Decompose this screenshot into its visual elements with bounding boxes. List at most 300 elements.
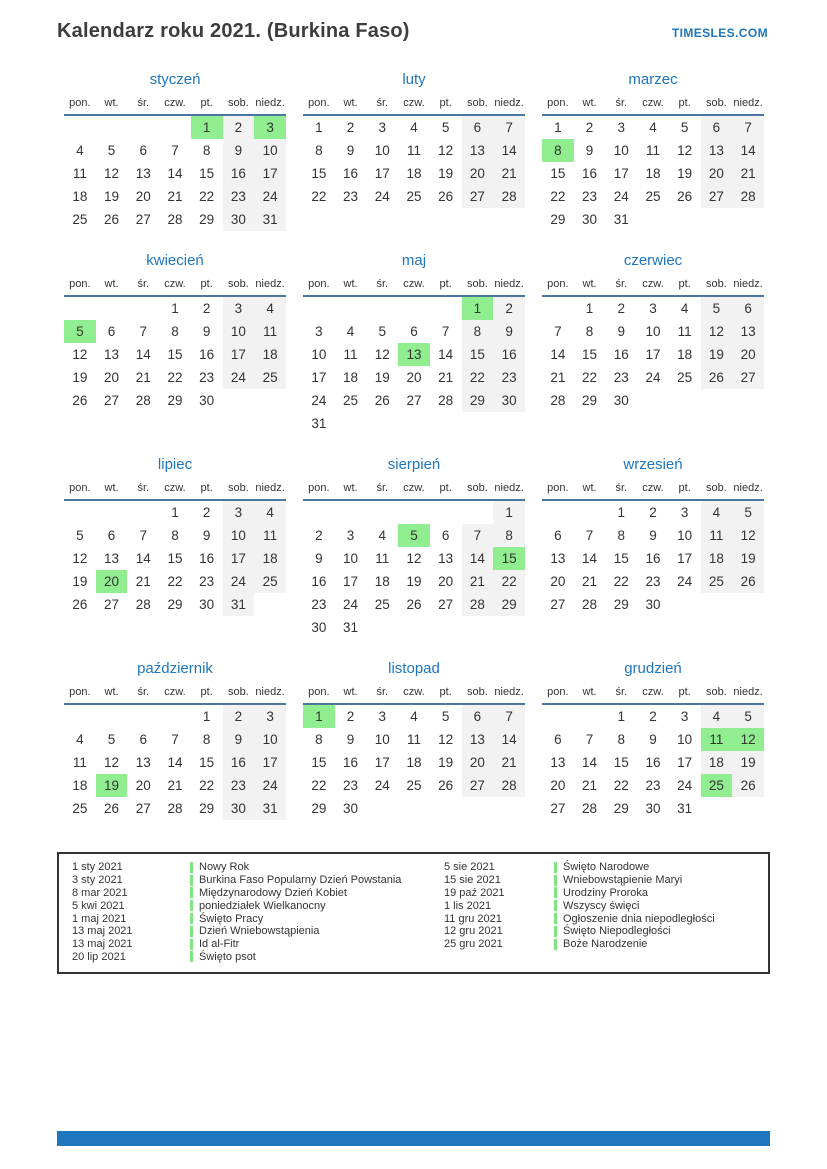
empty-cell [462, 616, 494, 639]
day-cell: 20 [438, 574, 454, 589]
day-cell: 28 [462, 593, 494, 616]
day-cell: 23 [493, 366, 525, 389]
empty-cell [335, 412, 367, 435]
day-cell: 6 [462, 704, 494, 728]
weekday-header: pt. [678, 97, 691, 109]
empty-cell [669, 208, 701, 231]
day-cell: 28 [167, 801, 183, 816]
day-cell: 17 [254, 162, 286, 185]
day-cell: 25 [701, 570, 733, 593]
day-cell: 24 [613, 189, 629, 204]
weekday-header: sob. [227, 278, 249, 290]
day-cell: 23 [223, 774, 255, 797]
day-cell: 26 [72, 393, 88, 408]
day-cell: 7 [441, 324, 450, 339]
holiday-item [72, 912, 434, 925]
weekday-header: niedz. [494, 278, 524, 290]
day-cell: 26 [677, 189, 693, 204]
weekday-header: pon. [308, 686, 330, 698]
day-cell: 13 [135, 166, 151, 181]
day-cell: 28 [582, 597, 598, 612]
day-cell: 30 [311, 620, 327, 635]
day-cell: 8 [493, 524, 525, 547]
weekday-header: czw. [403, 686, 425, 698]
day-cell: 22 [613, 778, 629, 793]
weekday-header: pon. [69, 97, 91, 109]
day-cell: 2 [493, 296, 525, 320]
day-cell: 4 [410, 120, 418, 135]
day-cell: 3 [346, 528, 355, 543]
day-cell: 29 [613, 801, 629, 816]
day-cell: 3 [680, 505, 689, 520]
weekday-header: wt. [582, 97, 597, 109]
day-cell: 10 [645, 324, 661, 339]
day-cell: 15 [199, 166, 215, 181]
day-cell: 24 [677, 574, 693, 589]
weekday-header: sob. [466, 482, 488, 494]
day-cell: 12 [72, 347, 88, 362]
weekday-header: sob. [705, 482, 727, 494]
day-cell: 29 [582, 393, 598, 408]
day-cell: 17 [343, 574, 359, 589]
holiday-date: 5 sie 2021 [444, 861, 495, 874]
day-cell: 11 [406, 143, 421, 158]
holiday-item [72, 861, 434, 874]
day-cell: 27 [406, 393, 422, 408]
day-cell: 22 [199, 778, 215, 793]
day-cell: 18 [254, 343, 286, 366]
empty-cell [96, 115, 128, 139]
day-cell: 13 [104, 347, 120, 362]
day-cell: 5 [732, 704, 764, 728]
empty-cell [303, 500, 335, 524]
day-cell: 11 [645, 143, 660, 158]
day-cell: 1 [493, 500, 525, 524]
day-cell: 3 [254, 704, 286, 728]
day-cell: 23 [343, 778, 359, 793]
day-cell: 27 [104, 393, 120, 408]
day-cell: 13 [732, 320, 764, 343]
day-cell: 2 [346, 120, 355, 135]
month-marzec [542, 71, 764, 231]
day-cell: 16 [645, 755, 661, 770]
day-cell: 21 [167, 189, 183, 204]
day-cell: 3 [617, 120, 626, 135]
holiday-date: 1 sty 2021 [72, 861, 123, 874]
weekday-header: czw. [403, 482, 425, 494]
day-cell: 4 [649, 120, 657, 135]
day-cell: 29 [462, 389, 494, 412]
day-cell: 18 [701, 547, 733, 570]
day-cell: 18 [701, 751, 733, 774]
weekday-header: wt. [582, 278, 597, 290]
day-cell: 21 [167, 778, 183, 793]
day-cell: 8 [202, 143, 211, 158]
day-cell: 20 [135, 189, 151, 204]
day-cell: 3 [315, 324, 323, 339]
empty-cell [64, 500, 96, 524]
day-cell: 12 [438, 143, 454, 158]
day-cell: 7 [139, 324, 148, 339]
weekday-header: śr. [376, 686, 389, 698]
day-cell: 26 [72, 597, 88, 612]
weekday-header: śr. [137, 482, 150, 494]
month-title: maj [401, 252, 427, 269]
day-cell: 18 [254, 547, 286, 570]
day-cell: 15 [311, 166, 327, 181]
day-cell: 9 [202, 324, 211, 339]
weekday-header: sob. [227, 482, 249, 494]
day-cell: 8 [617, 732, 626, 747]
holiday-date: 1 maj 2021 [72, 912, 127, 925]
holiday-name: Wszyscy święci [563, 899, 640, 912]
day-cell: 17 [254, 751, 286, 774]
day-cell: 17 [613, 166, 629, 181]
day-cell: 27 [438, 597, 454, 612]
empty-cell [637, 208, 669, 231]
day-cell: 23 [613, 370, 629, 385]
day-cell: 26 [732, 774, 764, 797]
day-cell: 4 [378, 528, 387, 543]
day-cell: 13 [135, 755, 151, 770]
day-cell: 25 [254, 570, 286, 593]
day-cell: 19 [96, 774, 128, 797]
day-cell: 10 [343, 551, 359, 566]
day-cell: 2 [315, 528, 323, 543]
month-title: luty [402, 71, 426, 88]
weekday-header: pon. [69, 278, 91, 290]
weekday-header: pt. [200, 482, 213, 494]
weekday-header: śr. [137, 97, 150, 109]
day-cell: 1 [315, 120, 323, 135]
day-cell: 4 [76, 732, 84, 747]
day-cell: 7 [554, 324, 562, 339]
empty-cell [430, 500, 462, 524]
day-cell: 24 [374, 189, 390, 204]
day-cell: 4 [410, 709, 418, 724]
weekday-header: wt. [582, 686, 597, 698]
weekday-header: pon. [308, 97, 330, 109]
empty-cell [398, 296, 430, 320]
day-cell: 13 [462, 728, 494, 751]
day-cell: 9 [202, 528, 211, 543]
day-cell: 26 [104, 212, 120, 227]
holiday-item [444, 925, 715, 938]
weekday-header: czw. [164, 97, 186, 109]
empty-cell [366, 616, 398, 639]
day-cell: 6 [732, 296, 764, 320]
day-cell: 15 [613, 755, 629, 770]
holiday-marker-bar [554, 875, 557, 886]
day-cell: 21 [493, 751, 525, 774]
day-cell: 6 [139, 143, 148, 158]
weekday-header: pt. [678, 278, 691, 290]
holiday-date: 3 sty 2021 [72, 874, 123, 887]
day-cell: 2 [202, 505, 211, 520]
day-cell: 19 [104, 189, 120, 204]
empty-cell [732, 593, 764, 616]
holiday-name: Urodziny Proroka [563, 886, 648, 899]
day-cell: 10 [223, 320, 255, 343]
weekday-header: pt. [200, 278, 213, 290]
day-cell: 11 [254, 524, 286, 547]
day-cell: 19 [374, 370, 390, 385]
day-cell: 28 [135, 393, 151, 408]
empty-cell [732, 208, 764, 231]
empty-cell [542, 296, 574, 320]
day-cell: 29 [167, 597, 183, 612]
day-cell: 24 [677, 778, 693, 793]
empty-cell [64, 296, 96, 320]
day-cell: 26 [104, 801, 120, 816]
weekday-header: pon. [69, 686, 91, 698]
day-cell: 10 [254, 139, 286, 162]
day-cell: 25 [677, 370, 693, 385]
weekday-header: niedz. [255, 482, 285, 494]
weekday-header: niedz. [255, 97, 285, 109]
day-cell: 1 [585, 301, 594, 316]
day-cell: 17 [645, 347, 661, 362]
day-cell: 10 [677, 732, 693, 747]
day-cell: 8 [462, 320, 494, 343]
empty-cell [127, 704, 159, 728]
day-cell: 28 [732, 185, 764, 208]
empty-cell [366, 797, 398, 820]
day-cell: 23 [199, 574, 215, 589]
day-cell: 4 [254, 296, 286, 320]
empty-cell [223, 389, 255, 412]
day-cell: 14 [582, 755, 598, 770]
weekday-header: śr. [376, 482, 389, 494]
day-cell: 15 [462, 343, 494, 366]
day-cell: 23 [199, 370, 215, 385]
day-cell: 18 [72, 778, 88, 793]
day-cell: 27 [104, 597, 120, 612]
empty-cell [462, 500, 494, 524]
weekday-header: śr. [615, 278, 628, 290]
day-cell: 5 [732, 500, 764, 524]
day-cell: 12 [732, 728, 764, 751]
day-cell: 22 [493, 570, 525, 593]
weekday-header: wt. [104, 482, 119, 494]
day-cell: 8 [315, 143, 323, 158]
day-cell: 21 [135, 370, 151, 385]
day-cell: 1 [617, 505, 626, 520]
empty-cell [701, 389, 733, 412]
day-cell: 15 [167, 551, 183, 566]
day-cell: 17 [223, 343, 255, 366]
holiday-marker-bar [190, 913, 193, 924]
day-cell: 18 [406, 755, 422, 770]
day-cell: 3 [223, 296, 255, 320]
day-cell: 8 [617, 528, 626, 543]
day-cell: 19 [438, 166, 454, 181]
empty-cell [701, 797, 733, 820]
weekday-header: niedz. [255, 686, 285, 698]
holiday-date: 1 lis 2021 [444, 899, 492, 912]
day-cell: 12 [732, 524, 764, 547]
empty-cell [701, 593, 733, 616]
empty-cell [462, 412, 494, 435]
day-cell: 6 [107, 528, 116, 543]
day-cell: 9 [223, 139, 255, 162]
empty-cell [303, 296, 335, 320]
holiday-date: 13 maj 2021 [72, 938, 133, 951]
day-cell: 7 [493, 115, 525, 139]
day-cell: 19 [701, 343, 733, 366]
day-cell: 8 [315, 732, 323, 747]
day-cell: 3 [254, 115, 286, 139]
day-cell: 18 [374, 574, 390, 589]
day-cell: 5 [398, 524, 430, 547]
day-cell: 20 [104, 370, 120, 385]
day-cell: 26 [732, 570, 764, 593]
empty-cell [254, 593, 286, 616]
day-cell: 7 [171, 732, 179, 747]
holiday-item [444, 938, 715, 951]
day-cell: 29 [550, 212, 566, 227]
empty-cell [96, 296, 128, 320]
month-title: lipiec [157, 456, 193, 473]
month-lipiec [64, 456, 286, 616]
months-grid [64, 71, 764, 820]
holiday-legend [57, 852, 770, 974]
weekday-header: pon. [69, 482, 91, 494]
day-cell: 3 [378, 709, 387, 724]
holiday-name: Święto Pracy [199, 912, 264, 925]
day-cell: 19 [72, 370, 88, 385]
day-cell: 6 [107, 324, 116, 339]
day-cell: 7 [585, 528, 594, 543]
month-maj [303, 252, 525, 435]
empty-cell [366, 500, 398, 524]
day-cell: 11 [677, 324, 692, 339]
site-link[interactable]: TIMESLES.COM [671, 26, 768, 40]
month-title: kwiecień [146, 252, 204, 269]
day-cell: 19 [732, 547, 764, 570]
holiday-item [444, 861, 715, 874]
day-cell: 21 [462, 570, 494, 593]
day-cell: 30 [645, 801, 661, 816]
day-cell: 8 [202, 732, 211, 747]
day-cell: 26 [438, 189, 454, 204]
month-title: grudzień [624, 660, 682, 677]
day-cell: 30 [343, 801, 359, 816]
weekday-header: pt. [678, 482, 691, 494]
day-cell: 19 [72, 574, 88, 589]
holiday-date: 13 maj 2021 [72, 925, 133, 938]
page-title: Kalendarz roku 2021. (Burkina Faso) [57, 20, 410, 42]
weekday-header: pon. [308, 482, 330, 494]
day-cell: 2 [223, 115, 255, 139]
day-cell: 7 [585, 732, 594, 747]
day-cell: 12 [438, 732, 454, 747]
holiday-name: Międzynarodowy Dzień Kobiet [199, 886, 347, 899]
day-cell: 16 [199, 551, 215, 566]
day-cell: 16 [223, 162, 255, 185]
day-cell: 16 [645, 551, 661, 566]
month-listopad [303, 660, 525, 820]
day-cell: 24 [254, 185, 286, 208]
holiday-item [444, 874, 715, 887]
day-cell: 1 [303, 704, 335, 728]
weekday-header: pon. [547, 686, 569, 698]
day-cell: 2 [649, 709, 657, 724]
day-cell: 27 [135, 801, 151, 816]
holiday-date: 5 kwi 2021 [72, 899, 125, 912]
weekday-header: pt. [439, 482, 452, 494]
day-cell: 6 [462, 115, 494, 139]
day-cell: 5 [76, 528, 84, 543]
month-październik [64, 660, 286, 820]
holiday-item [444, 887, 715, 900]
day-cell: 21 [732, 162, 764, 185]
holiday-marker-bar [554, 862, 557, 873]
day-cell: 29 [311, 801, 327, 816]
day-cell: 11 [254, 320, 286, 343]
weekday-header: niedz. [494, 482, 524, 494]
holiday-item [72, 925, 434, 938]
day-cell: 9 [649, 528, 657, 543]
day-cell: 15 [311, 755, 327, 770]
holiday-marker-bar [190, 900, 193, 911]
day-cell: 20 [550, 574, 566, 589]
month-title: sierpień [387, 456, 441, 473]
weekday-header: pt. [439, 686, 452, 698]
holiday-name: Nowy Rok [199, 861, 250, 874]
day-cell: 12 [72, 551, 88, 566]
day-cell: 22 [582, 370, 598, 385]
page-header [0, 0, 827, 43]
day-cell: 2 [223, 704, 255, 728]
day-cell: 18 [343, 370, 359, 385]
day-cell: 25 [72, 212, 88, 227]
weekday-header: sob. [466, 278, 488, 290]
day-cell: 21 [135, 574, 151, 589]
day-cell: 20 [96, 570, 128, 593]
day-cell: 3 [223, 500, 255, 524]
weekday-header: czw. [164, 686, 186, 698]
day-cell: 2 [617, 301, 626, 316]
holiday-date: 12 gru 2021 [444, 925, 503, 938]
day-cell: 18 [72, 189, 88, 204]
day-cell: 9 [315, 551, 323, 566]
holiday-date: 25 gru 2021 [444, 938, 503, 951]
day-cell: 6 [701, 115, 733, 139]
day-cell: 28 [167, 212, 183, 227]
day-cell: 29 [493, 593, 525, 616]
day-cell: 6 [410, 324, 418, 339]
empty-cell [493, 616, 525, 639]
weekday-header: pon. [547, 278, 569, 290]
day-cell: 12 [406, 551, 422, 566]
day-cell: 19 [677, 166, 693, 181]
holiday-date: 8 mar 2021 [72, 886, 128, 899]
day-cell: 9 [223, 728, 255, 751]
day-cell: 8 [171, 324, 179, 339]
holiday-marker-bar [554, 900, 557, 911]
holiday-item [72, 899, 434, 912]
day-cell: 20 [462, 162, 494, 185]
day-cell: 29 [199, 212, 215, 227]
weekday-header: śr. [615, 482, 628, 494]
weekday-header: czw. [403, 278, 425, 290]
day-cell: 11 [72, 166, 87, 181]
empty-cell [398, 412, 430, 435]
empty-cell [542, 500, 574, 524]
day-cell: 17 [677, 755, 693, 770]
day-cell: 22 [167, 370, 183, 385]
